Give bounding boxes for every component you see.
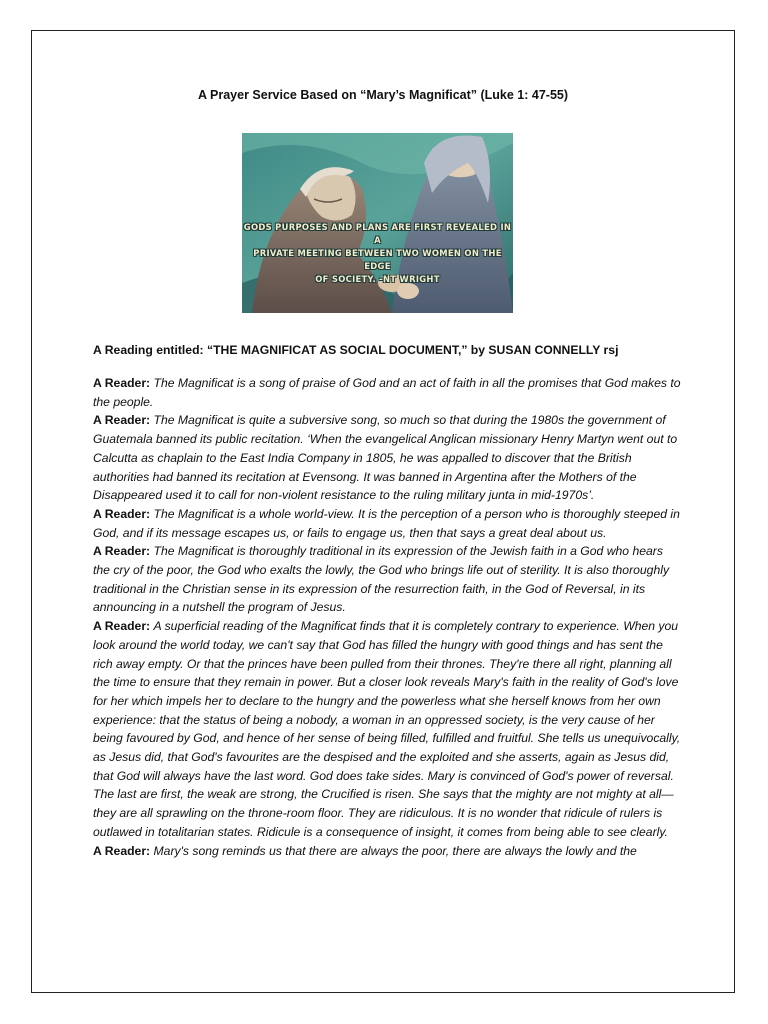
reader-label: A Reader: (93, 544, 151, 559)
caption-line: GODS PURPOSES AND PLANS ARE FIRST REVEALED IN A (243, 222, 512, 245)
document-title: A Prayer Service Based on “Mary’s Magnificat” (Luke 1: 47-55) (197, 88, 569, 102)
reader-label: A Reader: (93, 376, 151, 390)
reader-text: The Magnificat is a whole world-view. It is the perception of a person who is thoroughly steeped in God, and if its message escapes us, or fails to engage us, then that says a great deal about us. (93, 506, 680, 540)
image-caption (242, 221, 513, 286)
reading-paragraph (93, 411, 683, 505)
reader-text: The Magnificat is quite a subversive song, so much so that during the 1980s the government of Guatemala banned its public recitation. ‘When the evangelical Anglican missionary Henry Martyn went out to Calcutta as chaplain to the East India Company in 1805, he was appalled to discover that the British authorities had banned its recitation at Evensong. It was banned in Argentina after the Mothers of the Disappeared used it to call for non-violent resistance to the ruling military junta in mid-1970s’. (93, 413, 678, 503)
caption-line: OF SOCIETY. -NT WRIGHT (315, 274, 440, 284)
reading-paragraph (93, 617, 683, 841)
reading-paragraph (93, 505, 683, 542)
reader-label: A Reader: (93, 506, 151, 521)
reading-paragraph (93, 374, 683, 411)
visitation-illustration (242, 133, 513, 313)
reader-text: The Magnificat is a song of praise of God and an act of faith in all the promises that God makes to the people. (93, 376, 681, 409)
reader-text: A superficial reading of the Magnificat finds that it is completely contrary to experience. When you look around the world today, we can't say that God has filled the hungry with good things and has sent the rich away empty. Or that the princes have been pulled from their thrones. They're there all right, planning all the time to ensure that they remain in power. But a closer look reveals Mary's faith in the reality of God's love for her which impels her to declare to the hungry and the powerless what she herself knows from her own experience: that the status of being a nobody, a woman in an oppressed society, is the very cause of her being favoured by God, and hence of her sense of being filled, fulfilled and fruitful. She tells us unequivocally, as Jesus did, that God's favourites are the despised and the exploited and she asserts, again as Jesus did, that God will always have the last word. God does take sides. Mary is convinced of God's power of reversal. The last are first, the weak are strong, the Crucified is risen. She says that the mighty are not mighty at all—they are all sprawling on the throne-room floor. They are ridiculous. It is no wonder that ridicule of rulers is outlawed in totalitarian states. Ridicule is a consequence of insight, it comes from being able to see clearly. (93, 619, 681, 839)
reader-text: Mary's song reminds us that there are always the poor, there are always the lowly and the (153, 843, 637, 858)
reading-paragraph (93, 542, 683, 617)
reading-paragraph (93, 842, 683, 861)
reader-text: The Magnificat is thoroughly traditional in its expression of the Jewish faith in a God who hears the cry of the poor, the God who exalts the lowly, the God who brings life out of sterility. It is also thoroughly traditional in the Christian sense in its expression of the resurrection faith, in the God of Reversal, in its announcing in a nutshell the program of Jesus. (93, 544, 670, 615)
readings-list (93, 374, 683, 860)
reader-label: A Reader: (93, 413, 151, 428)
reader-label: A Reader: (93, 843, 151, 858)
caption-line: PRIVATE MEETING BETWEEN TWO WOMEN ON THE EDGE (253, 248, 502, 271)
reading-heading: A Reading entitled: “THE MAGNIFICAT AS SOCIAL DOCUMENT,” by SUSAN CONNELLY rsj (93, 343, 619, 357)
reader-label: A Reader: (93, 619, 151, 634)
